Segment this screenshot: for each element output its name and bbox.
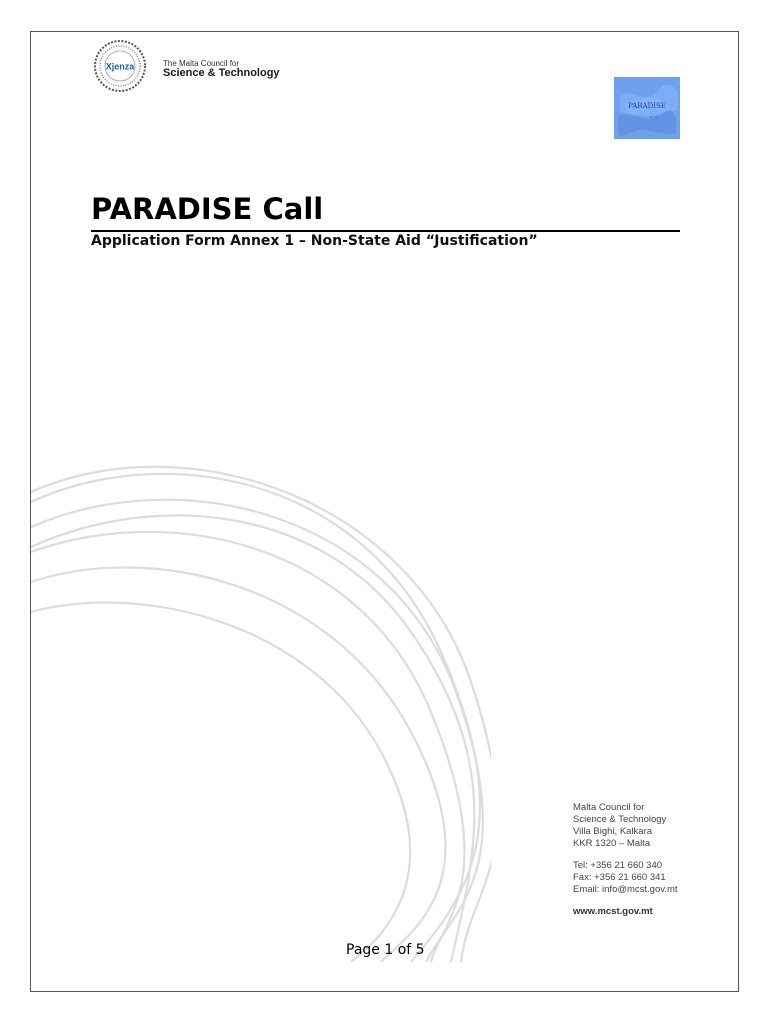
website-link[interactable]: www.mcst.gov.mt <box>573 906 653 917</box>
paradise-logo-text: PARADISE <box>628 102 666 110</box>
decorative-arcs <box>31 432 491 962</box>
xienza-badge-text: Xjenza <box>105 61 135 72</box>
svg-text:~ ~: ~ ~ <box>650 115 658 120</box>
paradise-logo <box>614 77 680 139</box>
logo-tagline: The Malta Council for <box>163 59 240 68</box>
contact-block <box>573 802 678 918</box>
fax-line: Fax: +356 21 660 341 <box>573 872 666 883</box>
logo-organization-name: Science & Technology <box>163 67 280 79</box>
address-line: Science & Technology <box>573 814 667 825</box>
xienza-seal-icon <box>93 39 147 93</box>
phone-line: Tel: +356 21 660 340 <box>573 860 663 871</box>
address-line: Villa Bighi, Kalkara <box>573 826 653 837</box>
document-subtitle: Application Form Annex 1 – Non-State Aid “Justification” <box>91 233 538 249</box>
address-line: KKR 1320 – Malta <box>573 838 651 849</box>
page-number: Page 1 of 5 <box>346 942 425 958</box>
email-line: Email: info@mcst.gov.mt <box>573 884 678 895</box>
address-line: Malta Council for <box>573 802 645 813</box>
document-title: PARADISE Call <box>91 192 324 226</box>
document-page <box>30 31 739 992</box>
title-divider <box>91 230 680 232</box>
